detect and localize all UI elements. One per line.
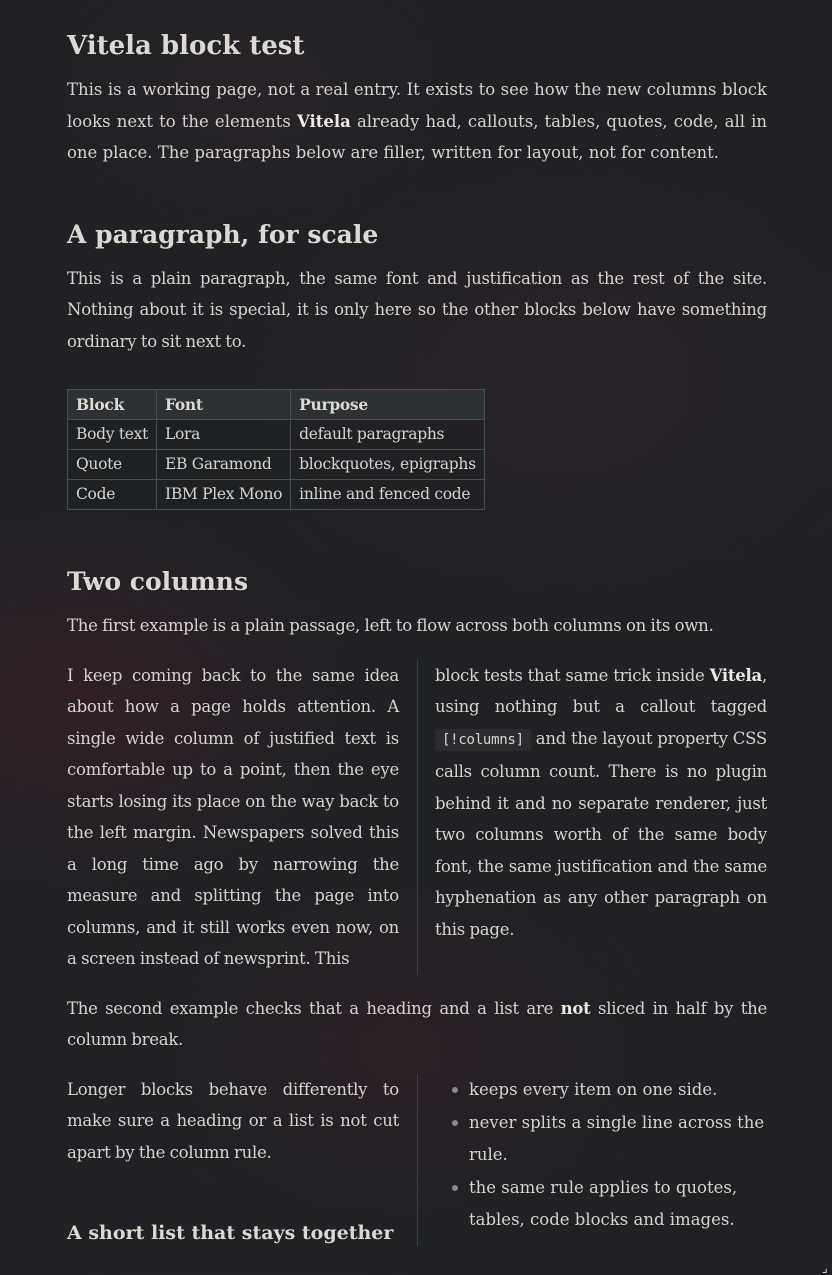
table-header: Block	[68, 390, 157, 420]
fonts-table	[67, 389, 485, 510]
table-header: Font	[157, 390, 291, 420]
column-right-text-1: block tests that same trick inside	[435, 666, 710, 685]
intro-text-2: already had, callouts, tables, quotes, code, all in one place. The paragraphs below are filler, written for layout, not for content.	[67, 112, 767, 163]
table-row	[68, 480, 485, 510]
heading-short-list: A short list that stays together	[67, 1220, 399, 1246]
table-row	[68, 420, 485, 450]
column-right-text-3: and the layout property CSS calls column count. There is no plugin behind it and no separate renderer, just two columns worth of the same body font, the same justification and the same hyphenation as any other paragraph on this page.	[435, 729, 767, 939]
second-example-intro	[67, 993, 767, 1056]
list-item: never splits a single line across the rule.	[435, 1107, 767, 1170]
table-cell: Lora	[157, 420, 291, 450]
heading-paragraph-for-scale: A paragraph, for scale	[67, 219, 767, 251]
column-left-2-text: Longer blocks behave differently to make sure a heading or a list is not cut apart by the column rule.	[67, 1074, 399, 1169]
list-item: keeps every item on one side.	[435, 1074, 767, 1106]
scale-paragraph: This is a plain paragraph, the same font and justification as the rest of the site. Nothing about it is special, it is only here so the other blocks below have something ordinary to sit next to.	[67, 263, 767, 358]
column-right-bold-vitela: Vitela	[710, 666, 762, 685]
heading-two-columns: Two columns	[67, 566, 767, 598]
list-item: the same rule applies to quotes, tables, code blocks and images.	[435, 1172, 767, 1235]
table-cell: Code	[68, 480, 157, 510]
stay-together-list	[435, 1074, 767, 1236]
intro-paragraph	[67, 74, 767, 169]
second-intro-text-1: The second example checks that a heading and a list are	[67, 999, 561, 1018]
second-intro-text-2: sliced in half by the column break.	[67, 999, 767, 1050]
columns-block-2	[67, 1074, 767, 1247]
columns-block-1	[67, 660, 767, 975]
table-header: Purpose	[291, 390, 485, 420]
column-left-2	[67, 1074, 399, 1247]
resize-handle-icon[interactable]: ⌟	[822, 1263, 832, 1273]
table-cell: blockquotes, epigraphs	[291, 450, 485, 480]
inline-code-columns: [!columns]	[435, 729, 531, 751]
table-cell: IBM Plex Mono	[157, 480, 291, 510]
column-left	[67, 660, 399, 975]
table-header-row	[68, 390, 485, 420]
table-cell: inline and fenced code	[291, 480, 485, 510]
column-rule	[417, 660, 418, 975]
table-row	[68, 450, 485, 480]
column-right-text	[435, 660, 767, 946]
intro-text-1: This is a working page, not a real entry. It exists to see how the new columns block looks next to the elements	[67, 80, 767, 131]
table-cell: Body text	[68, 420, 157, 450]
page-title: Vitela block test	[67, 30, 767, 62]
table-cell: EB Garamond	[157, 450, 291, 480]
column-right-2	[435, 1074, 767, 1247]
column-right-text-2: , using nothing but a callout tagged	[435, 666, 767, 717]
column-rule-2	[417, 1074, 418, 1247]
second-intro-bold-not: not	[561, 999, 591, 1018]
first-example-intro: The first example is a plain passage, left to flow across both columns on its own.	[67, 610, 767, 642]
intro-bold-vitela: Vitela	[297, 112, 351, 131]
article	[67, 0, 767, 1246]
column-left-text: I keep coming back to the same idea about how a page holds attention. A single wide column of justified text is comfortable up to a point, then the eye starts losing its place on the way back to the left margin. Newspapers solved this a long time ago by narrowing the measure and splitting the page into columns, and it still works even now, on a screen instead of newsprint. This	[67, 660, 399, 975]
table-cell: default paragraphs	[291, 420, 485, 450]
table-cell: Quote	[68, 450, 157, 480]
column-right	[435, 660, 767, 975]
